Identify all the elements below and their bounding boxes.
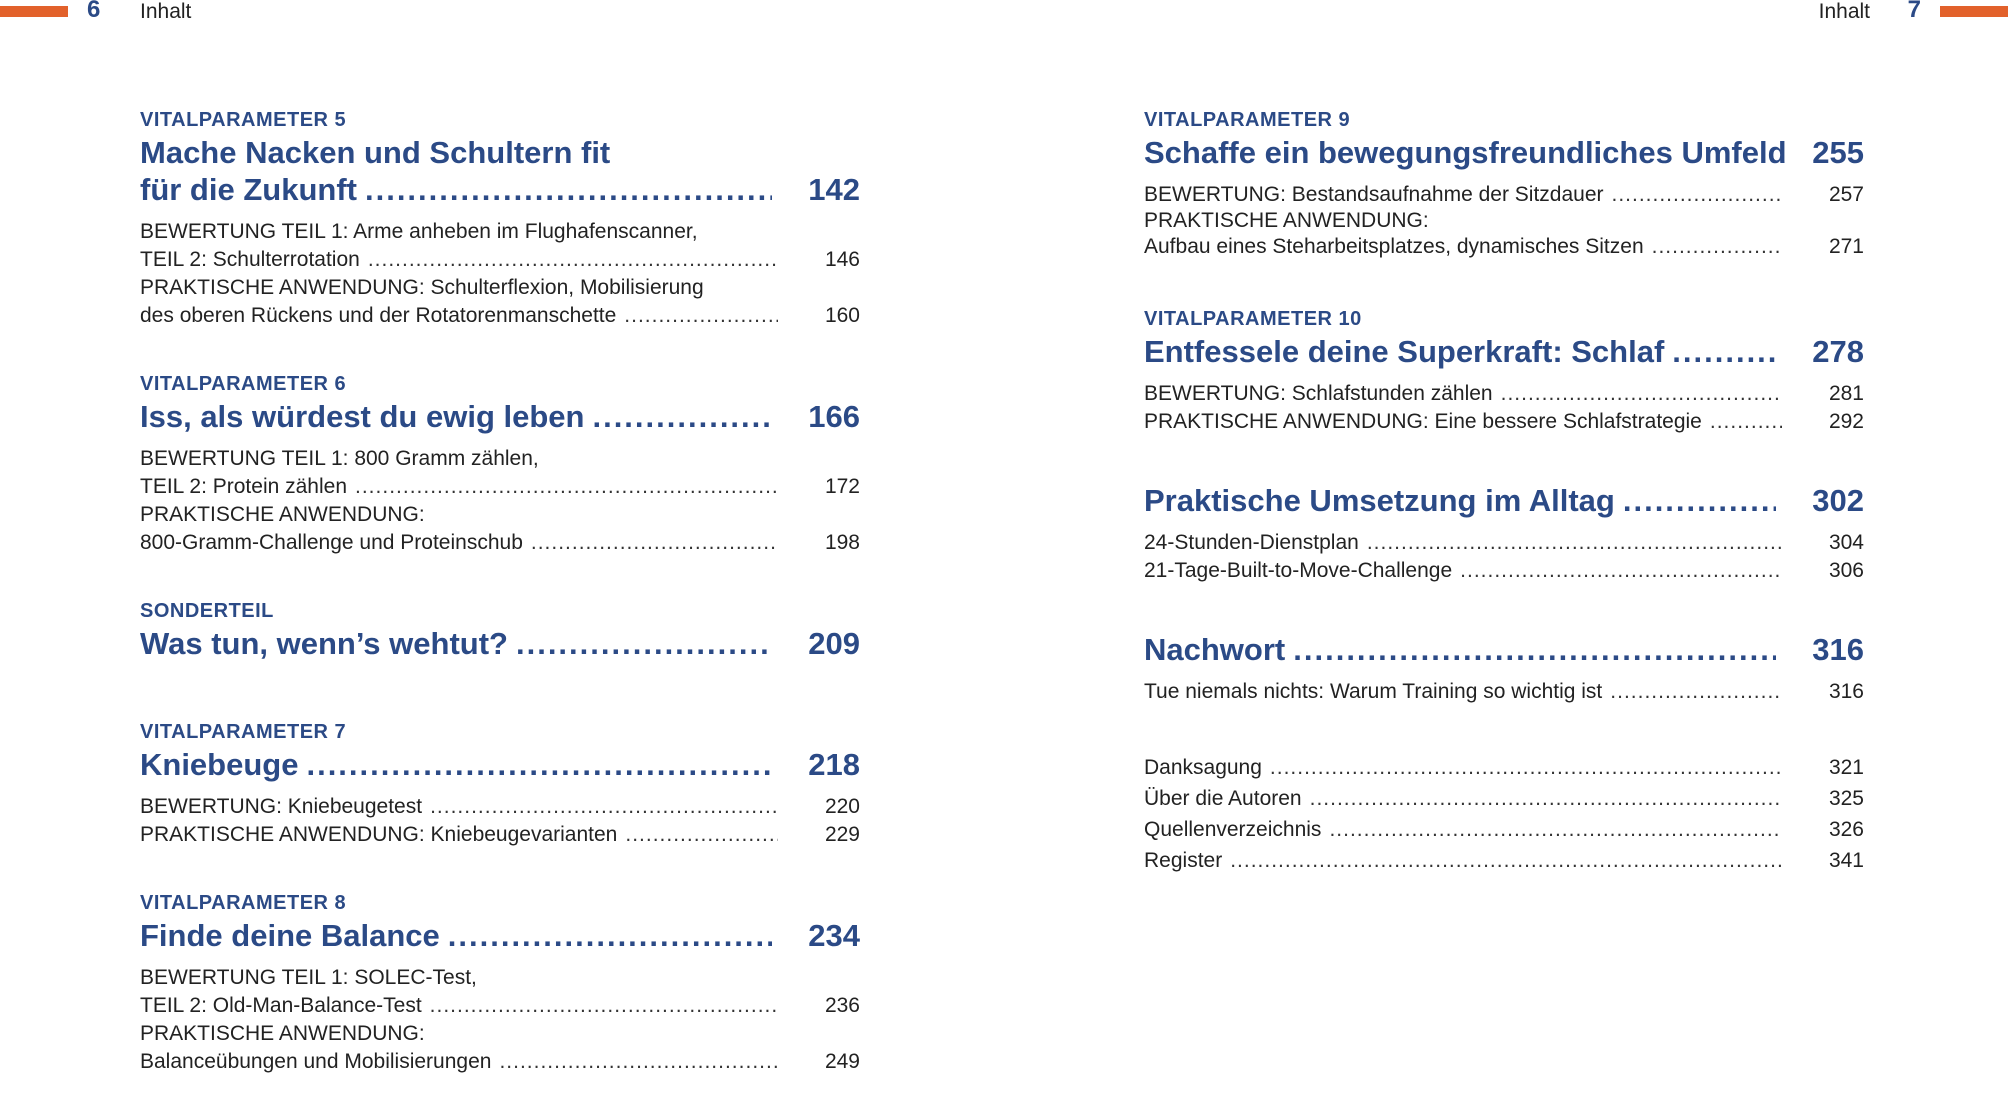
entry-text: Balanceübungen und Mobilisierungen xyxy=(140,1050,492,1073)
entry-line1: PRAKTISCHE ANWENDUNG: xyxy=(140,1022,425,1045)
toc-entry[interactable] xyxy=(1144,529,1864,557)
left-page-number: 6 xyxy=(87,0,101,23)
section-label: VITALPARAMETER 9 xyxy=(1144,109,1351,131)
toc-entry[interactable] xyxy=(140,529,860,557)
leader-dots xyxy=(448,917,772,954)
entry-text: TEIL 2: Protein zählen xyxy=(140,475,348,498)
left-header-bar xyxy=(0,6,68,17)
section-title-text: Nachwort xyxy=(1144,632,1286,667)
toc-entry-autoren[interactable] xyxy=(1144,783,1864,814)
toc-entry[interactable] xyxy=(140,992,860,1020)
section-page: 166 xyxy=(808,399,860,434)
toc-back-matter xyxy=(1144,752,1864,876)
entry-line1: BEWERTUNG TEIL 1: 800 Gramm zählen, xyxy=(140,447,539,470)
section-label: VITALPARAMETER 10 xyxy=(1144,308,1362,330)
toc-right-column xyxy=(1144,106,1864,876)
entry-line1: PRAKTISCHE ANWENDUNG: xyxy=(140,503,425,526)
section-page: 209 xyxy=(808,626,860,661)
entry-text: PRAKTISCHE ANWENDUNG: Kniebeugevarianten xyxy=(140,823,618,846)
right-header-bar xyxy=(1940,6,2008,17)
section-title[interactable] xyxy=(140,917,860,954)
leader-dots xyxy=(430,793,778,821)
toc-entry[interactable] xyxy=(1144,678,1864,706)
section-title[interactable] xyxy=(140,171,860,208)
leader-dots xyxy=(1310,783,1782,814)
entry-page: 271 xyxy=(1828,235,1864,258)
toc-entry[interactable] xyxy=(1144,557,1864,585)
toc-entry[interactable] xyxy=(1144,408,1864,436)
toc-section-vp5 xyxy=(140,106,860,330)
section-title-line1[interactable]: Mache Nacken und Schultern fit xyxy=(140,135,611,170)
section-label: VITALPARAMETER 6 xyxy=(140,373,347,395)
section-title[interactable] xyxy=(140,398,860,435)
leader-dots xyxy=(1612,181,1783,209)
entry-line1: BEWERTUNG TEIL 1: Arme anheben im Flughafenscanner, xyxy=(140,220,698,243)
section-title-line2: für die Zukunft xyxy=(140,172,357,207)
entry-text: BEWERTUNG: Bestandsaufnahme der Sitzdauer xyxy=(1144,183,1604,206)
section-title-text: Entfessele deine Superkraft: Schlaf xyxy=(1144,334,1665,369)
toc-entry[interactable] xyxy=(1144,181,1864,209)
entry-page: 281 xyxy=(1828,382,1864,405)
entry-text: Aufbau eines Steharbeitsplatzes, dynamisches Sitzen xyxy=(1144,235,1644,258)
entry-text: BEWERTUNG: Kniebeugetest xyxy=(140,795,423,818)
leader-dots xyxy=(516,625,772,662)
right-running-head: Inhalt xyxy=(1818,0,1870,23)
section-title-text: Finde deine Balance xyxy=(140,918,440,953)
entry-page: 220 xyxy=(824,795,860,818)
toc-section-sonderteil xyxy=(140,597,860,662)
entry-line1: PRAKTISCHE ANWENDUNG: Schulterflexion, Mobilisierung xyxy=(140,276,704,299)
toc-section-vp7 xyxy=(140,718,860,849)
leader-dots xyxy=(1710,408,1782,436)
leader-dots xyxy=(1293,631,1776,668)
entry-text: Register xyxy=(1144,849,1223,872)
entry-page: 172 xyxy=(824,475,860,498)
entry-text: TEIL 2: Schulterrotation xyxy=(140,248,360,271)
section-page: 218 xyxy=(808,747,860,782)
section-title-text: Schaffe ein bewegungsfreundliches Umfeld xyxy=(1144,135,1787,170)
section-page: 255 xyxy=(1812,135,1864,170)
entry-text: BEWERTUNG: Schlafstunden zählen xyxy=(1144,382,1493,405)
entry-text: 21-Tage-Built-to-Move-Challenge xyxy=(1144,559,1453,582)
entry-text: 24-Stunden-Dienstplan xyxy=(1144,531,1359,554)
section-page: 278 xyxy=(1812,334,1864,369)
leader-dots xyxy=(531,529,778,557)
leader-dots xyxy=(1270,752,1782,783)
entry-page: 236 xyxy=(824,994,860,1017)
toc-section-nachwort xyxy=(1144,631,1864,706)
section-title[interactable] xyxy=(1144,631,1864,668)
toc-entry[interactable] xyxy=(1144,233,1864,261)
section-label: VITALPARAMETER 7 xyxy=(140,721,347,743)
entry-line1: BEWERTUNG TEIL 1: SOLEC-Test, xyxy=(140,966,477,989)
leader-dots xyxy=(1501,380,1782,408)
leader-dots xyxy=(1230,845,1782,876)
section-title-text: Praktische Umsetzung im Alltag xyxy=(1144,483,1615,518)
entry-page: 198 xyxy=(824,531,860,554)
leader-dots xyxy=(368,246,778,274)
leader-dots xyxy=(1610,678,1782,706)
leader-dots xyxy=(1329,814,1782,845)
entry-text: Quellenverzeichnis xyxy=(1144,818,1322,841)
entry-text: PRAKTISCHE ANWENDUNG: Eine bessere Schlafstrategie xyxy=(1144,410,1702,433)
section-page: 234 xyxy=(808,918,860,953)
entry-text: 800-Gramm-Challenge und Proteinschub xyxy=(140,531,523,554)
toc-section-vp9 xyxy=(1144,106,1864,261)
section-title[interactable] xyxy=(1144,482,1864,519)
entry-page: 257 xyxy=(1828,183,1864,206)
section-page: 316 xyxy=(1812,632,1864,667)
toc-entry[interactable] xyxy=(1144,380,1864,408)
entry-page: 316 xyxy=(1828,680,1864,703)
leader-dots xyxy=(306,746,772,783)
toc-entry-register[interactable] xyxy=(1144,845,1864,876)
toc-section-alltag xyxy=(1144,482,1864,585)
entry-page: 146 xyxy=(824,248,860,271)
section-title-text: Was tun, wenn’s wehtut? xyxy=(140,626,508,661)
toc-left-column xyxy=(140,106,860,1076)
leader-dots xyxy=(624,302,778,330)
section-title-text: Iss, als würdest du ewig leben xyxy=(140,399,585,434)
toc-entry[interactable] xyxy=(140,473,860,501)
entry-page: 304 xyxy=(1828,531,1864,554)
entry-page: 292 xyxy=(1828,410,1864,433)
toc-entry[interactable] xyxy=(140,793,860,821)
leader-dots xyxy=(592,398,772,435)
toc-entry[interactable] xyxy=(140,246,860,274)
entry-text: Über die Autoren xyxy=(1144,787,1302,810)
leader-dots xyxy=(625,821,778,849)
toc-entry[interactable] xyxy=(140,302,860,330)
right-page-number: 7 xyxy=(1907,0,1921,23)
entry-line1: PRAKTISCHE ANWENDUNG: xyxy=(1144,209,1429,232)
toc-entry-quellen[interactable] xyxy=(1144,814,1864,845)
left-running-head: Inhalt xyxy=(140,0,192,23)
entry-page: 326 xyxy=(1828,818,1864,841)
section-title[interactable] xyxy=(1144,134,1864,171)
entry-page: 321 xyxy=(1828,756,1864,779)
section-title-text: Kniebeuge xyxy=(140,747,299,782)
entry-page: 341 xyxy=(1828,849,1864,872)
leader-dots xyxy=(365,171,772,208)
leader-dots xyxy=(499,1048,778,1076)
section-page: 142 xyxy=(808,172,860,207)
toc-entry[interactable] xyxy=(140,821,860,849)
leader-dots xyxy=(1623,482,1776,519)
section-page: 302 xyxy=(1812,483,1864,518)
toc-entry-danksagung[interactable] xyxy=(1144,752,1864,783)
leader-dots xyxy=(430,992,778,1020)
section-label: VITALPARAMETER 8 xyxy=(140,892,347,914)
entry-text: des oberen Rückens und der Rotatorenmanschette xyxy=(140,304,617,327)
entry-text: TEIL 2: Old-Man-Balance-Test xyxy=(140,994,422,1017)
entry-page: 249 xyxy=(824,1050,860,1073)
section-title[interactable] xyxy=(140,625,860,662)
section-title[interactable] xyxy=(140,746,860,783)
entry-page: 325 xyxy=(1828,787,1864,810)
toc-section-vp8 xyxy=(140,889,860,1076)
leader-dots xyxy=(1367,529,1782,557)
leader-dots xyxy=(1460,557,1782,585)
toc-section-vp6 xyxy=(140,370,860,557)
section-label: SONDERTEIL xyxy=(140,600,274,622)
entry-text: Danksagung xyxy=(1144,756,1262,779)
leader-dots xyxy=(1652,233,1782,261)
entry-page: 160 xyxy=(824,304,860,327)
toc-entry[interactable] xyxy=(140,1048,860,1076)
section-title[interactable] xyxy=(1144,333,1864,370)
entry-page: 306 xyxy=(1828,559,1864,582)
leader-dots xyxy=(1672,333,1776,370)
entry-text: Tue niemals nichts: Warum Training so wichtig ist xyxy=(1144,680,1603,703)
toc-section-vp10 xyxy=(1144,305,1864,436)
entry-page: 229 xyxy=(824,823,860,846)
section-label: VITALPARAMETER 5 xyxy=(140,109,347,131)
leader-dots xyxy=(355,473,778,501)
